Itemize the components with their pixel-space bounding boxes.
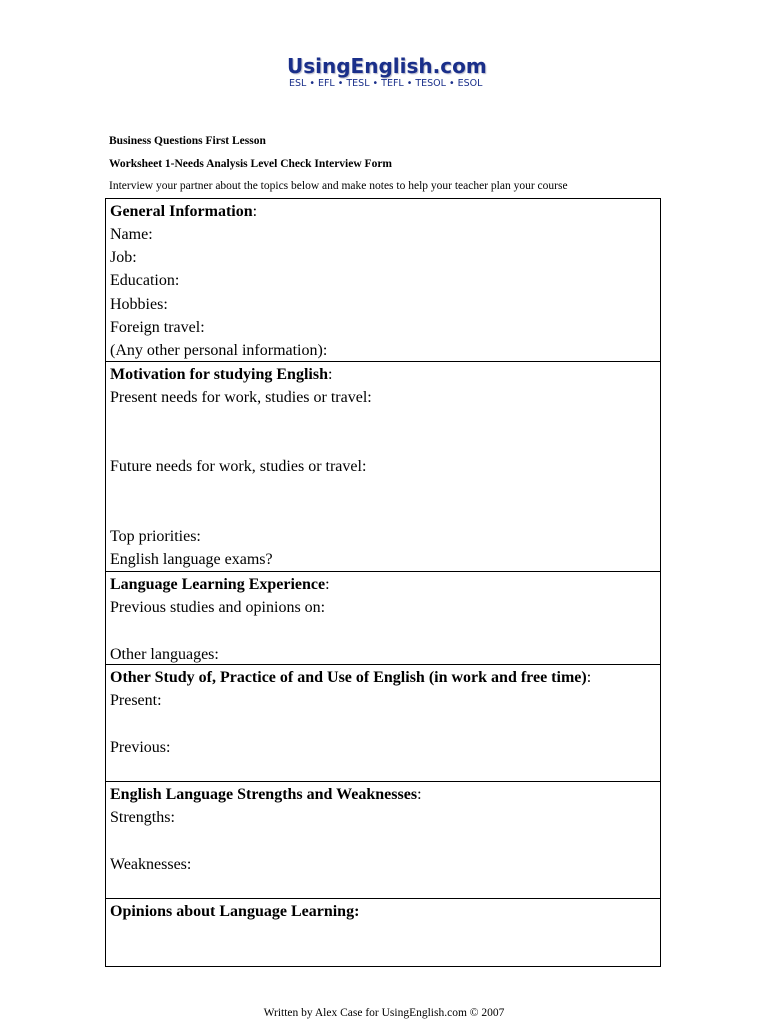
field-top-priorities: Top priorities: — [110, 528, 201, 545]
interview-form — [105, 198, 661, 967]
field-other-languages: Other languages: — [110, 646, 219, 663]
footer-credit: Written by Alex Case for UsingEnglish.com © 2007 — [263, 1007, 505, 1019]
field-present-needs: Present needs for work, studies or travel: — [110, 389, 372, 406]
section-title: General Information: — [110, 203, 258, 220]
section-language-learning-experience — [106, 571, 660, 664]
field-future-needs: Future needs for work, studies or travel: — [110, 458, 367, 475]
field-present: Present: — [110, 692, 162, 709]
field-job: Job: — [110, 249, 137, 267]
usingenglish-logo — [287, 54, 487, 90]
section-title: English Language Strengths and Weaknesses: — [110, 786, 422, 803]
field-hobbies: Hobbies: — [110, 295, 168, 313]
section-strengths-weaknesses — [106, 781, 660, 898]
section-title: Motivation for studying English: — [110, 366, 333, 383]
field-education: Education: — [110, 272, 180, 290]
field-other-personal-info: (Any other personal information): — [110, 342, 328, 360]
logo-tagline: ESL • EFL • TESL • TEFL • TESOL • ESOL — [289, 78, 483, 89]
section-title: Other Study of, Practice of and Use of English (in work and free time): — [110, 669, 592, 686]
field-weaknesses: Weaknesses: — [110, 856, 192, 873]
field-previous-studies: Previous studies and opinions on: — [110, 599, 326, 616]
logo-wordmark: UsingEnglish.com — [287, 54, 487, 78]
field-foreign-travel: Foreign travel: — [110, 318, 205, 336]
section-other-study — [106, 664, 660, 781]
field-english-exams: English language exams? — [110, 551, 273, 568]
field-name: Name: — [110, 226, 153, 243]
field-previous: Previous: — [110, 739, 171, 756]
section-opinions — [106, 898, 660, 968]
worksheet-title: Business Questions First Lesson — [109, 135, 266, 147]
worksheet-instructions: Interview your partner about the topics below and make notes to help your teacher plan your course — [109, 180, 568, 192]
section-motivation — [106, 361, 660, 571]
field-strengths: Strengths: — [110, 809, 175, 826]
worksheet-subtitle: Worksheet 1-Needs Analysis Level Check Interview Form — [109, 158, 392, 170]
section-title: Opinions about Language Learning: — [110, 903, 360, 920]
section-title: Language Learning Experience: — [110, 576, 330, 593]
section-general-information — [106, 199, 660, 361]
